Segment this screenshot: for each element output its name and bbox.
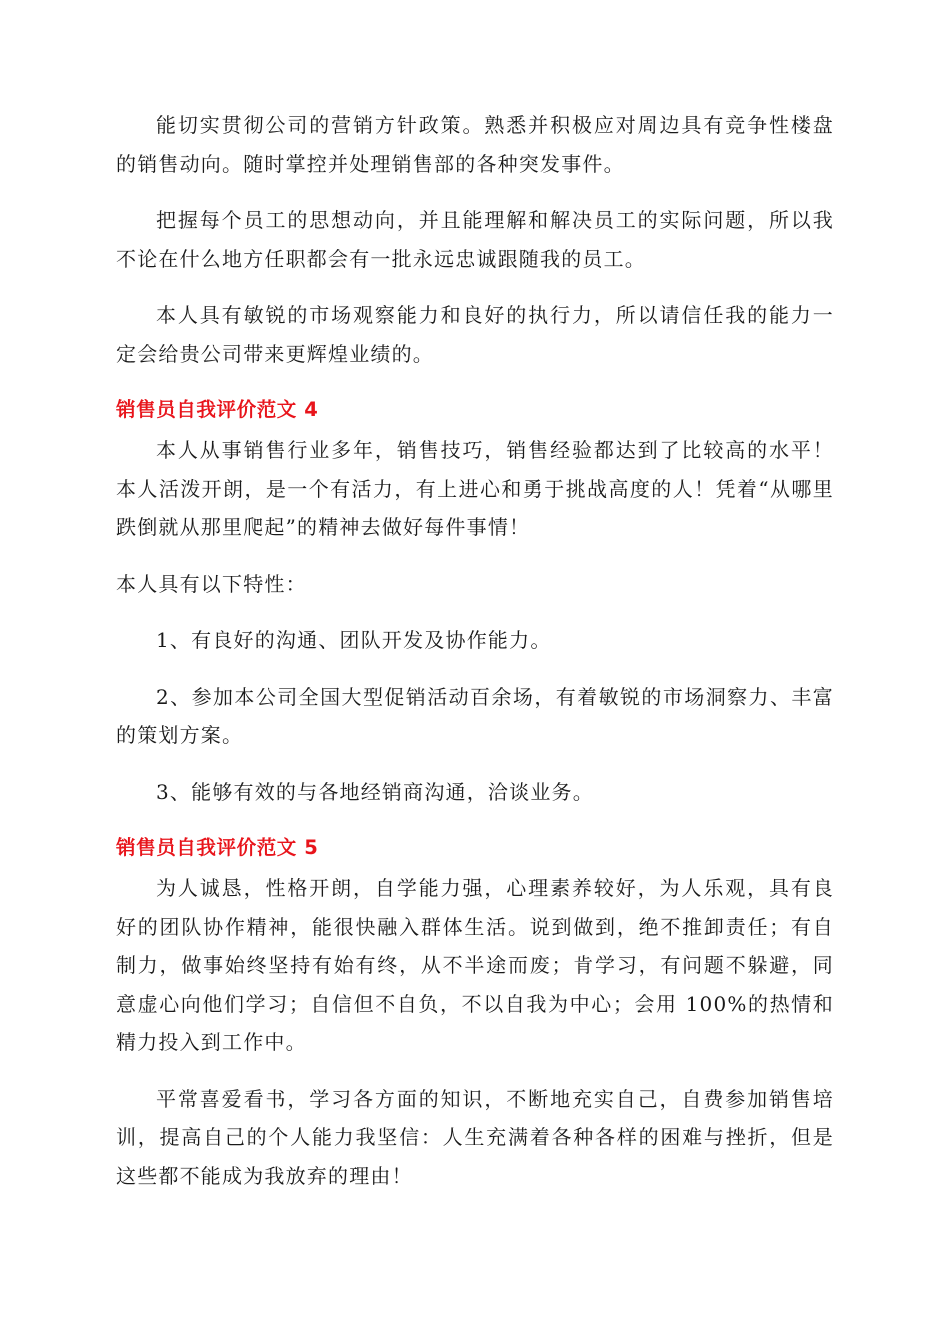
paragraph: 本人从事销售行业多年，销售技巧，销售经验都达到了比较高的水平！本人活泼开朗，是一个有活力，有上进心和勇于挑战高度的人！凭着“从哪里跌倒就从那里爬起”的精神去做好每件事情！ [116, 438, 834, 539]
list-item: 2、参加本公司全国大型促销活动百余场，有着敏锐的市场洞察力、丰富的策划方案。 [116, 684, 834, 747]
list-item: 3、能够有效的与各地经销商沟通，洽谈业务。 [156, 779, 594, 804]
traits-label: 本人具有以下特性： [116, 571, 307, 596]
paragraph: 把握每个员工的思想动向，并且能理解和解决员工的实际问题，所以我不论在什么地方任职都会有一批永远忠诚跟随我的员工。 [116, 208, 834, 271]
section-heading-4: 销售员自我评价范文 4 [116, 398, 319, 421]
paragraph: 本人具有敏锐的市场观察能力和良好的执行力，所以请信任我的能力一定会给贵公司带来更辉煌业绩的。 [116, 303, 834, 366]
section-heading-5: 销售员自我评价范文 5 [116, 836, 319, 859]
document-page [116, 106, 834, 1213]
paragraph: 为人诚恳，性格开朗，自学能力强，心理素养较好，为人乐观，具有良好的团队协作精神，能很快融入群体生活。说到做到，绝不推卸责任；有自制力，做事始终坚持有始有终，从不半途而废；肯学习，有问题不躲避，同意虚心向他们学习；自信但不自负，不以自我为中心；会用 100%的热情和精力投入到工作中。 [116, 876, 834, 1054]
list-item: 1、有良好的沟通、团队开发及协作能力。 [156, 628, 552, 652]
paragraph: 能切实贯彻公司的营销方针政策。熟悉并积极应对周边具有竞争性楼盘的销售动向。随时掌控并处理销售部的各种突发事件。 [116, 113, 834, 176]
paragraph: 平常喜爱看书，学习各方面的知识，不断地充实自己，自费参加销售培训，提高自己的个人能力我坚信：人生充满着各种各样的困难与挫折，但是这些都不能成为我放弃的理由！ [116, 1086, 834, 1188]
